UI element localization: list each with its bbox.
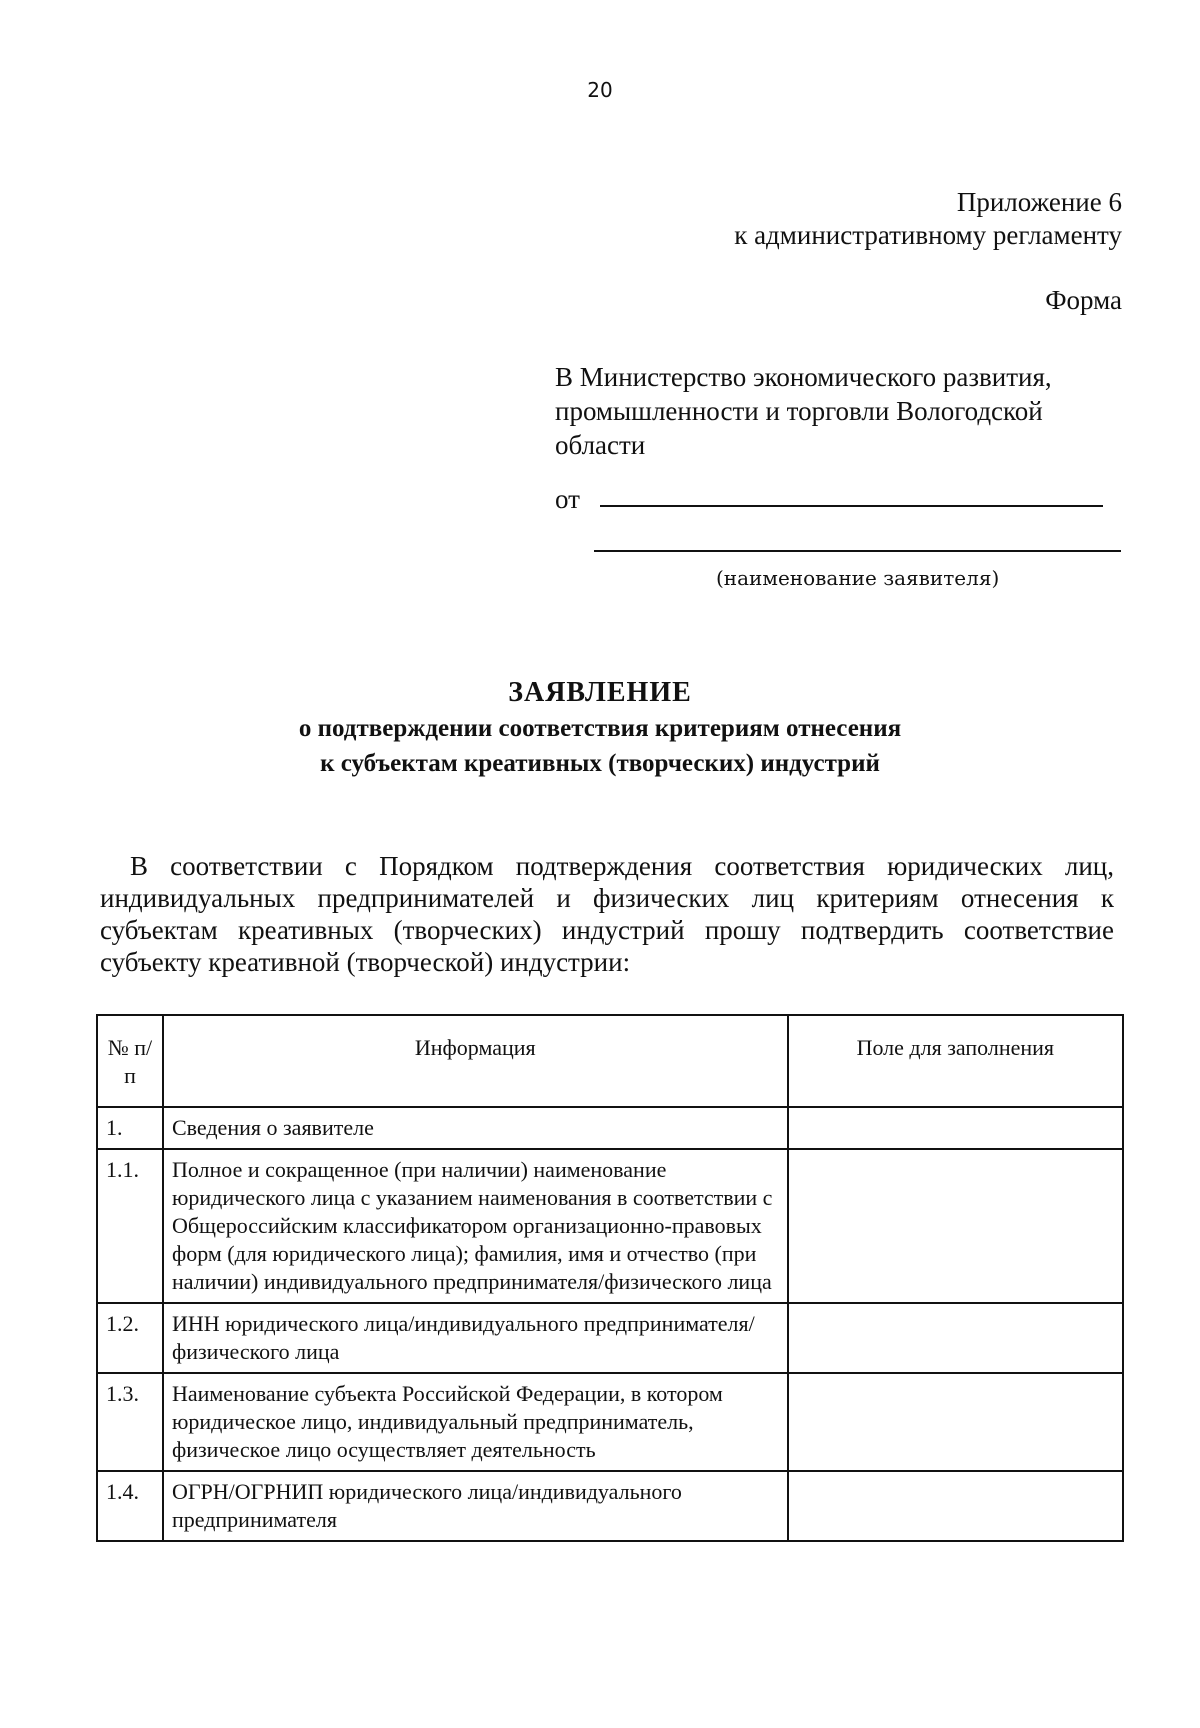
row-field[interactable] [788,1471,1123,1541]
page-number: 20 [587,78,613,102]
header-num: № п/п [97,1015,163,1107]
row-info: Полное и сокращенное (при наличии) наименование юридического лица с указанием наименования в соответствии с Общероссийским классификатором организационно-правовых форм (для юридического лица); фамилия, имя и отчество (при наличии) индивидуального предпринимателя/физического лица [163,1149,788,1303]
table-row [97,1107,1123,1149]
appendix-header [734,186,1122,252]
table-header-row [97,1015,1123,1107]
row-num: 1.3. [97,1373,163,1471]
row-num: 1.4. [97,1471,163,1541]
table-row [97,1149,1123,1303]
intro-paragraph: В соответствии с Порядком подтверждения соответствия юридических лиц, индивидуальных предпринимателей и физических лиц критериям отнесения к субъектам креативных (творческих) индустрий прошу подтвердить соответствие субъекту креативной (творческой) индустрии: [100,851,1114,977]
header-field: Поле для заполнения [788,1015,1123,1107]
applicant-line-1[interactable] [600,505,1103,507]
from-label: от [555,484,580,514]
row-field[interactable] [788,1373,1123,1471]
table-row [97,1471,1123,1541]
info-table [96,1014,1124,1542]
header-info: Информация [163,1015,788,1107]
row-field[interactable] [788,1303,1123,1373]
appendix-line-1: Приложение 6 [956,187,1122,217]
row-info: ИНН юридического лица/индивидуального предпринимателя/физического лица [163,1303,788,1373]
row-field[interactable] [788,1149,1123,1303]
applicant-caption: (наименование заявителя) [716,566,1000,590]
row-info: Наименование субъекта Российской Федерации, в котором юридическое лицо, индивидуальный предприниматель, физическое лицо осуществляет деятельность [163,1373,788,1471]
title-main: ЗАЯВЛЕНИЕ [508,677,692,708]
form-label: Форма [1045,285,1122,315]
row-num: 1. [97,1107,163,1149]
row-info: ОГРН/ОГРНИП юридического лица/индивидуального предпринимателя [163,1471,788,1541]
table-row [97,1303,1123,1373]
title-sub-2: к субъектам креативных (творческих) индустрий [320,750,880,777]
row-field[interactable] [788,1107,1123,1149]
applicant-line-2[interactable] [594,550,1121,552]
appendix-line-2: к административному регламенту [734,220,1122,250]
title-sub-1: о подтверждении соответствия критериям отнесения [298,715,902,742]
row-num: 1.2. [97,1303,163,1373]
addressee: В Министерство экономического развития, промышленности и торговли Вологодской области [555,362,1052,460]
table-row [97,1373,1123,1471]
row-num: 1.1. [97,1149,163,1303]
document-title [100,675,1100,781]
row-info: Сведения о заявителе [163,1107,788,1149]
